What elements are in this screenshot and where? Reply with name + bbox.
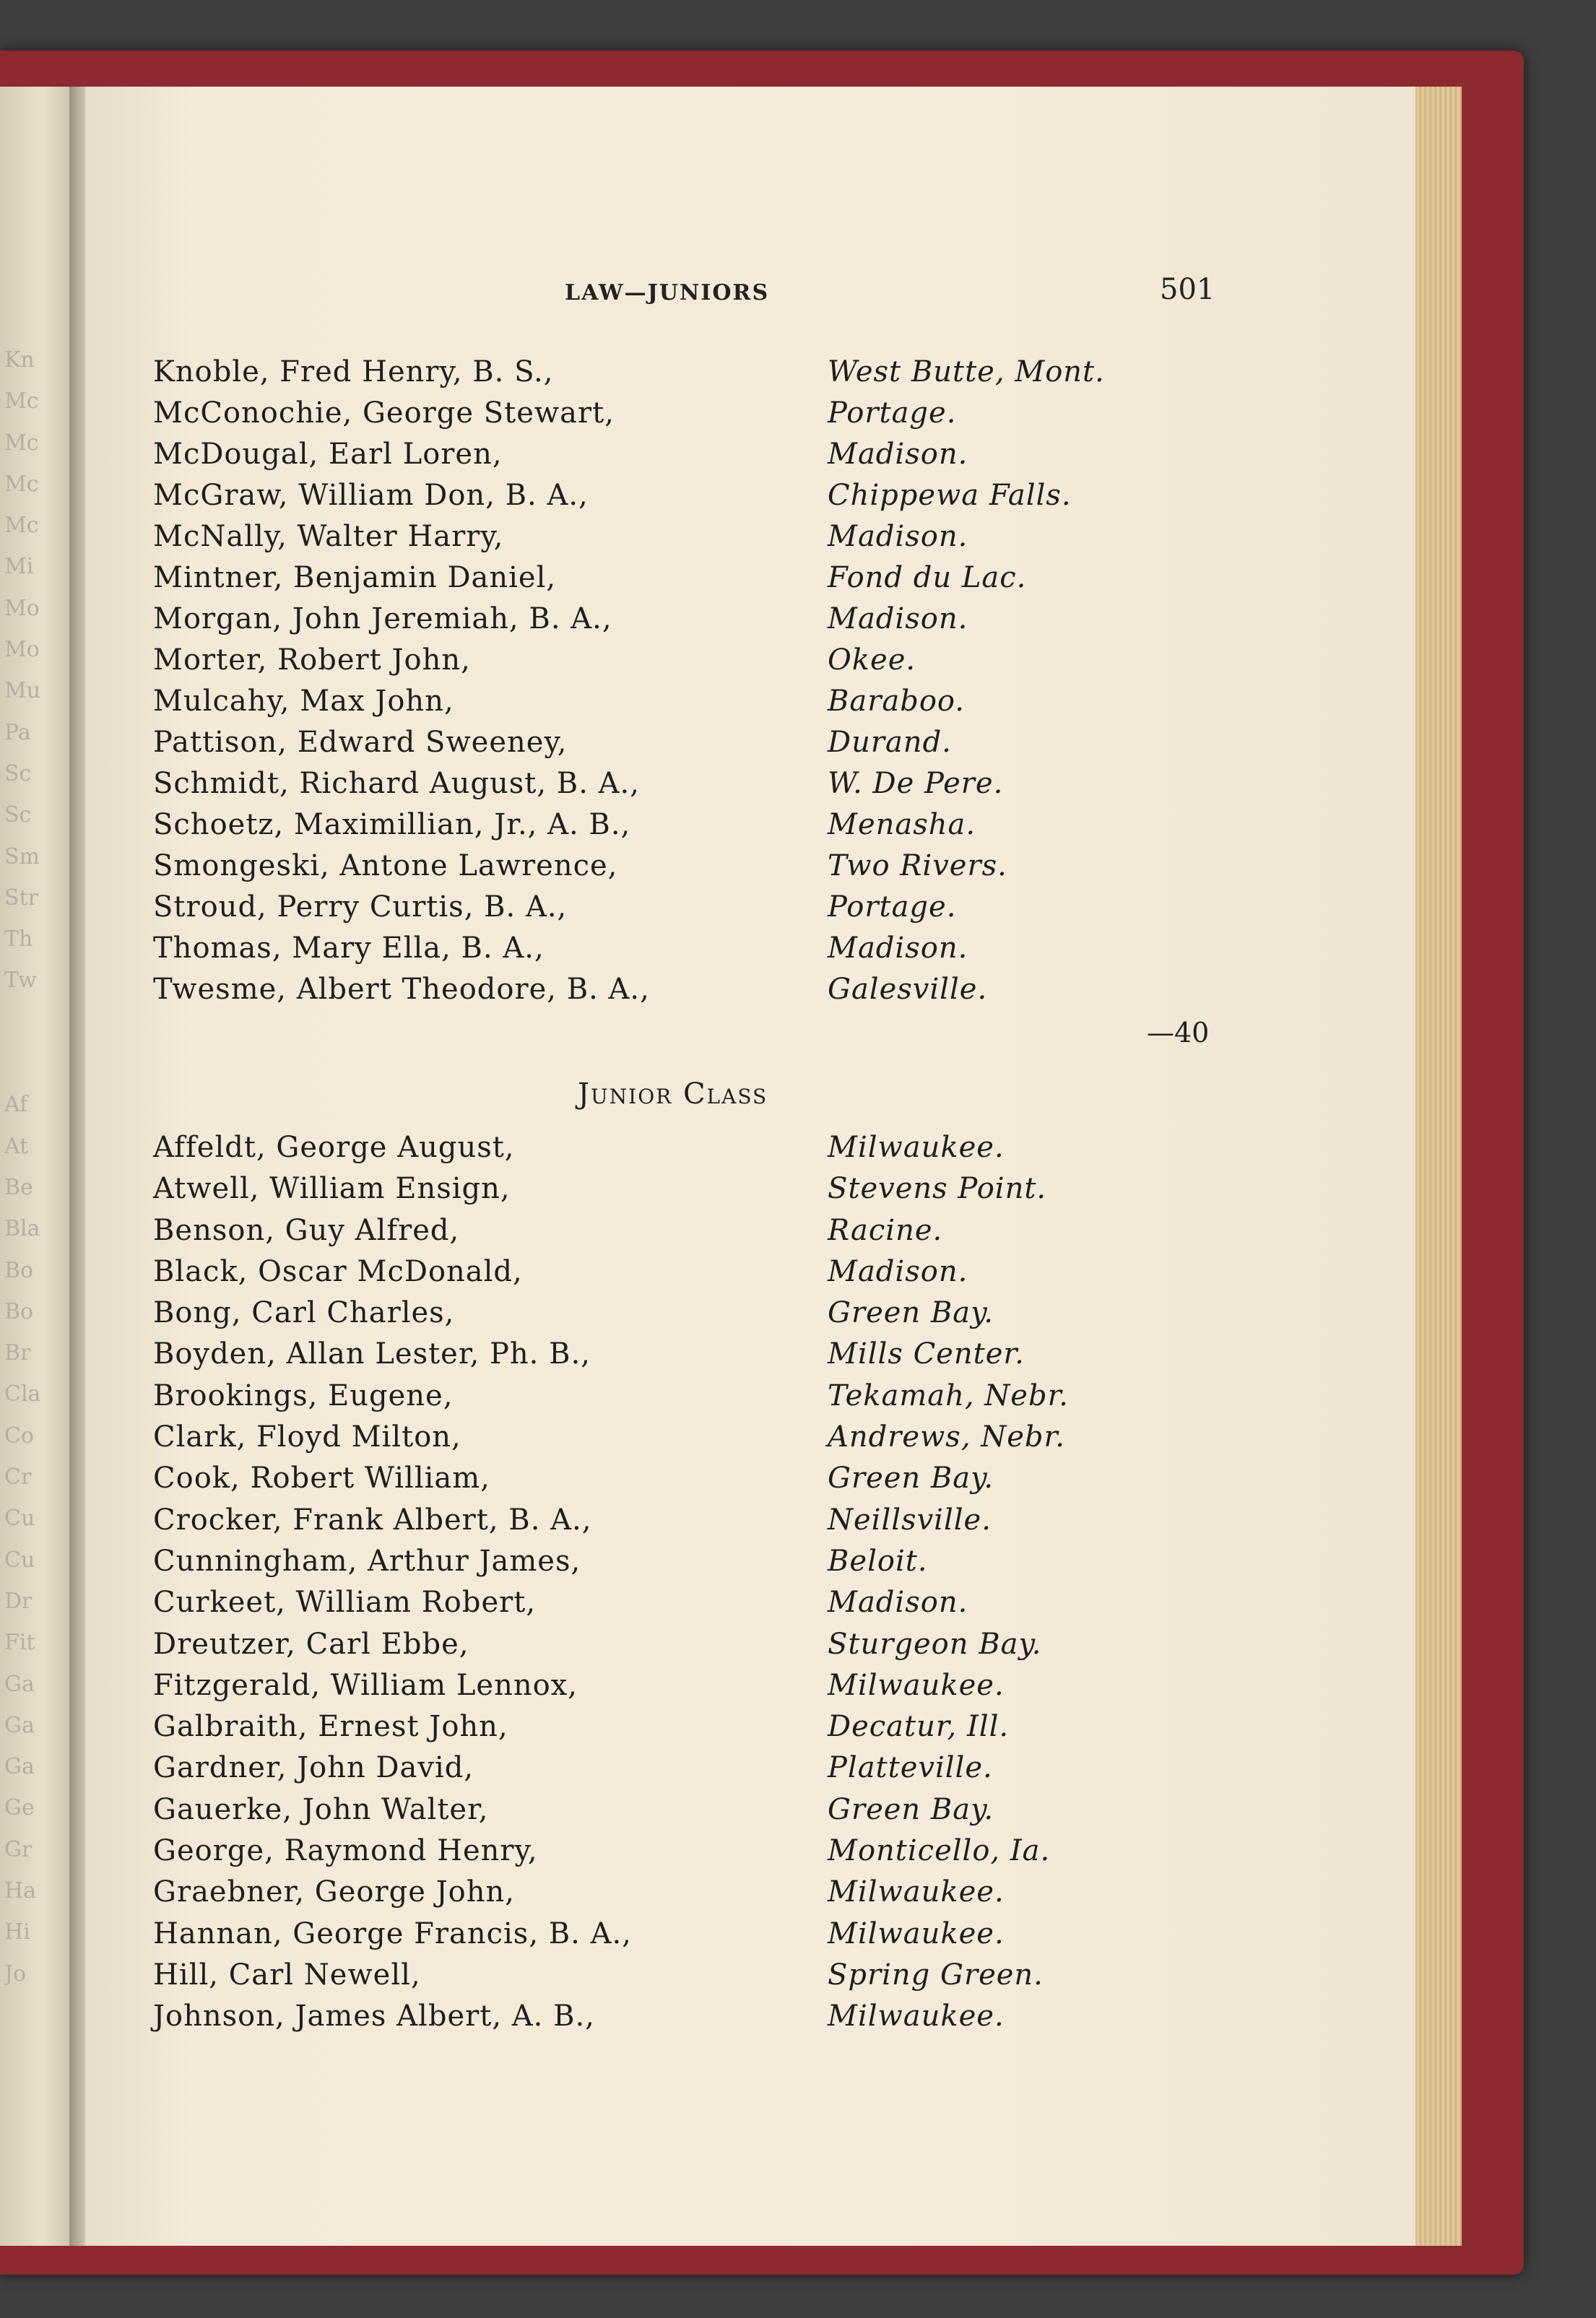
student-hometown: Madison. [828,438,968,471]
student-hometown: Galesville. [828,973,988,1006]
list-item [153,1503,1179,1545]
student-name: Bong, Carl Charles, [153,1296,455,1330]
left-page-fragment: Br [4,1340,31,1366]
student-hometown: Madison. [828,932,968,965]
running-header: LAW—JUNIORS [565,280,770,305]
student-name: Morter, Robert John, [153,643,471,677]
left-page-fragment: Jo [4,1961,27,1987]
student-name: Crocker, Frank Albert, B. A., [153,1503,592,1537]
list-item [153,1131,1179,1172]
student-name: Stroud, Perry Curtis, B. A., [153,890,568,924]
student-name: Twesme, Albert Theodore, B. A., [153,973,650,1006]
left-page-fragment: Be [4,1174,33,1200]
student-name: Curkeet, William Robert, [153,1586,537,1620]
list-item [153,973,1179,1014]
student-name: McDougal, Earl Loren, [153,438,503,471]
list-item [153,1917,1179,1958]
left-page-fragment: Mo [4,595,40,621]
left-page-fragment: Ga [4,1671,35,1697]
student-name: George, Raymond Henry, [153,1834,538,1868]
left-page-fragment: Ge [4,1795,35,1821]
student-hometown: Racine. [828,1213,943,1247]
left-page-fragment: Str [4,885,38,911]
student-name: Dreutzer, Carl Ebbe, [153,1627,469,1661]
student-hometown: Milwaukee. [828,1917,1005,1950]
student-hometown: Green Bay. [828,1792,994,1826]
student-name: Benson, Guy Alfred, [153,1213,460,1247]
left-page-fragment: Sc [4,802,32,828]
list-item [153,1958,1179,2000]
left-page-fragments [4,339,55,1994]
student-name: Cunningham, Arthur James, [153,1544,581,1578]
student-hometown: Madison. [828,1586,968,1620]
left-page-fragment: Cr [4,1464,32,1490]
left-page-fragment: Hi [4,1919,30,1945]
student-hometown: Green Bay. [828,1462,994,1496]
list-item [153,438,1179,479]
left-page-fragment: Fit [4,1630,35,1656]
left-page-fragment [4,1002,55,1043]
left-page-fragment: Ga [4,1754,35,1780]
student-name: Boyden, Allan Lester, Ph. B., [153,1337,591,1371]
list-item [153,1586,1179,1627]
student-name: Affeldt, George August, [153,1131,515,1164]
left-page-fragment: Cu [4,1547,35,1573]
list-item [153,1751,1179,1792]
student-name: Hill, Carl Newell, [153,1958,421,1992]
student-hometown: W. De Pere. [828,767,1004,800]
student-name: Cook, Robert William, [153,1462,490,1496]
section-heading: Junior Class [578,1077,768,1111]
student-hometown: Platteville. [828,1751,993,1785]
list-item [153,1420,1179,1462]
left-page-fragment: Kn [4,347,35,373]
page-number: 501 [1160,273,1215,306]
student-name: Knoble, Fred Henry, B. S., [153,355,554,388]
list-item [153,355,1179,396]
list-item [153,1296,1179,1337]
student-hometown: Okee. [828,643,916,677]
student-name: Atwell, William Ensign, [153,1172,511,1206]
student-hometown: Green Bay. [828,1296,994,1330]
student-name: McGraw, William Don, B. A., [153,479,589,512]
student-name: McConochie, George Stewart, [153,396,615,430]
list-item [153,1834,1179,1875]
left-page-fragment: Sm [4,843,40,869]
list-item [153,1379,1179,1420]
left-page-fragment: Mc [4,430,39,456]
student-hometown: Durand. [828,726,952,759]
student-hometown: Sturgeon Bay. [828,1627,1042,1661]
list-item [153,1337,1179,1379]
student-hometown: Madison. [828,520,968,553]
student-hometown: Milwaukee. [828,1131,1005,1164]
list-item [153,1545,1179,1586]
list-item [153,1214,1179,1255]
student-hometown: Madison. [828,1254,968,1288]
list-item [153,808,1179,849]
list-item [153,479,1179,520]
student-hometown: West Butte, Mont. [828,355,1105,388]
left-page-fragment: Mc [4,513,39,539]
left-page-fragment: Cu [4,1506,35,1532]
student-name: Mintner, Benjamin Daniel, [153,561,557,594]
list-item [153,561,1179,602]
student-name: Graebner, George John, [153,1875,515,1909]
student-name: Pattison, Edward Sweeney, [153,726,568,759]
left-page-fragment: Ga [4,1712,35,1738]
left-page-fragment: Mc [4,388,39,414]
page-edges [1415,87,1462,2246]
student-hometown: Portage. [828,890,957,924]
left-page-fragment: Mi [4,554,34,580]
student-hometown: Milwaukee. [828,1668,1005,1702]
left-page-fragment: Mo [4,637,40,663]
student-hometown: Neillsville. [828,1503,992,1537]
student-hometown: Madison. [828,602,968,635]
list-item [153,890,1179,932]
student-hometown: Monticello, Ia. [828,1834,1051,1868]
list-item [153,685,1179,726]
list-item [153,1793,1179,1834]
list-item [153,1710,1179,1751]
left-page-fragment: Dr [4,1588,32,1614]
student-name: Hannan, George Francis, B. A., [153,1917,632,1950]
list-item [153,2000,1179,2041]
student-name: Brookings, Eugene, [153,1379,454,1412]
list-item [153,1875,1179,1917]
left-page-fragment: Bla [4,1216,40,1242]
list-item [153,520,1179,561]
student-hometown: Andrews, Nebr. [828,1420,1065,1454]
list-item [153,849,1179,890]
student-name: Gauerke, John Walter, [153,1792,489,1826]
left-page-fragment: Tw [4,968,37,994]
student-name: Mulcahy, Max John, [153,685,454,718]
student-name: Galbraith, Ernest John, [153,1710,508,1744]
law-juniors-list [153,355,1179,1014]
left-page-fragment: Bo [4,1257,34,1283]
student-hometown: Beloit. [828,1544,928,1578]
left-page-fragment: Pa [4,719,31,745]
student-name: Gardner, John David, [153,1751,474,1785]
left-page-fragment: Th [4,926,33,952]
list-item [153,396,1179,438]
student-name: Clark, Floyd Milton, [153,1420,461,1454]
student-hometown: Stevens Point. [828,1172,1047,1206]
junior-class-list [153,1131,1179,2041]
student-name: McNally, Walter Harry, [153,520,504,553]
left-page-fragment: At [4,1133,29,1159]
student-name: Schoetz, Maximillian, Jr., A. B., [153,808,631,841]
student-name: Black, Oscar McDonald, [153,1254,523,1288]
list-item [153,1462,1179,1503]
student-hometown: Baraboo. [828,685,965,718]
student-hometown: Portage. [828,396,957,430]
left-page-fragment: Af [4,1092,28,1118]
list-item [153,1628,1179,1669]
student-hometown: Menasha. [828,808,976,841]
left-page-fragment: Mc [4,471,39,497]
student-hometown: Milwaukee. [828,2000,1005,2033]
left-page-fragment: Bo [4,1298,34,1324]
student-hometown: Mills Center. [828,1337,1025,1371]
left-page-fragment [4,1043,55,1084]
student-hometown: Two Rivers. [828,849,1007,882]
class-count: —40 [1147,1017,1210,1049]
list-item [153,1172,1179,1213]
list-item [153,643,1179,685]
left-page-fragment: Mu [4,678,41,704]
left-page-fragment: Sc [4,760,32,786]
student-hometown: Fond du Lac. [828,561,1027,594]
list-item [153,932,1179,973]
student-hometown: Chippewa Falls. [828,479,1072,512]
left-page-fragment: Co [4,1423,35,1449]
left-page-fragment: Gr [4,1836,32,1862]
student-hometown: Tekamah, Nebr. [828,1379,1070,1412]
list-item [153,1669,1179,1710]
student-hometown: Spring Green. [828,1958,1044,1992]
student-name: Smongeski, Antone Lawrence, [153,849,618,882]
list-item [153,602,1179,643]
student-name: Fitzgerald, William Lennox, [153,1668,578,1702]
student-name: Schmidt, Richard August, B. A., [153,767,640,800]
list-item [153,767,1179,808]
list-item [153,726,1179,767]
left-page-fragment: Cla [4,1381,41,1407]
left-page-fragment: Ha [4,1878,37,1904]
student-hometown: Decatur, Ill. [828,1710,1010,1744]
list-item [153,1255,1179,1296]
student-hometown: Milwaukee. [828,1875,1005,1909]
student-name: Thomas, Mary Ella, B. A., [153,932,545,965]
student-name: Johnson, James Albert, A. B., [153,2000,595,2033]
student-name: Morgan, John Jeremiah, B. A., [153,602,612,635]
